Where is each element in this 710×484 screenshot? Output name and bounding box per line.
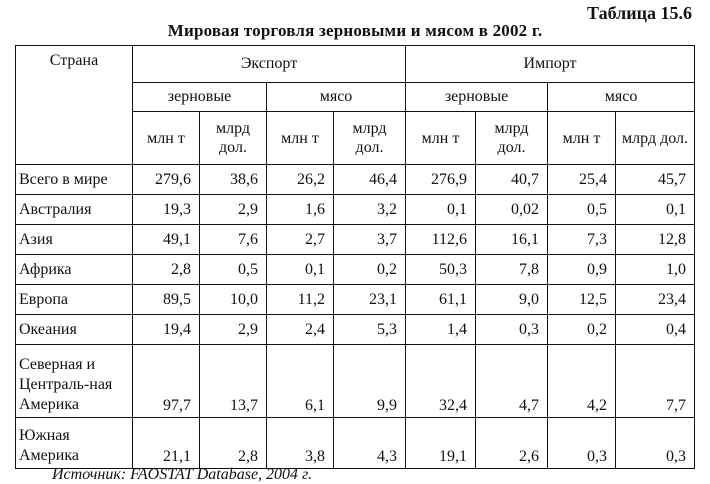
row-label: Южная Америка	[16, 418, 133, 469]
table-cell: 0,4	[616, 315, 695, 345]
header-export-meat: мясо	[267, 83, 406, 112]
table-cell: 0,1	[267, 255, 334, 285]
table-row	[16, 165, 695, 195]
unit-mt: млн т	[406, 112, 476, 165]
unit-bn: млрд дол.	[476, 112, 548, 165]
table-row	[16, 315, 695, 345]
table-cell: 25,4	[548, 165, 616, 195]
row-label: Европа	[16, 285, 133, 315]
unit-bn: млрд дол.	[200, 112, 267, 165]
table-cell: 1,4	[406, 315, 476, 345]
table-cell: 3,7	[334, 225, 406, 255]
table-cell: 5,3	[334, 315, 406, 345]
table-cell: 1,0	[616, 255, 695, 285]
table-cell: 11,2	[267, 285, 334, 315]
table-cell: 7,8	[476, 255, 548, 285]
table-cell: 21,1	[133, 418, 200, 469]
table-cell: 2,4	[267, 315, 334, 345]
header-export-grain: зерновые	[133, 83, 267, 112]
table-cell: 19,3	[133, 195, 200, 225]
row-label: Африка	[16, 255, 133, 285]
table-cell: 6,1	[267, 345, 334, 418]
table-cell: 61,1	[406, 285, 476, 315]
table-title: Мировая торговля зерновыми и мясом в 2002 г.	[167, 21, 543, 40]
table-cell: 89,5	[133, 285, 200, 315]
table-cell: 12,5	[548, 285, 616, 315]
table-cell: 49,1	[133, 225, 200, 255]
table-cell: 19,4	[133, 315, 200, 345]
row-label: Океания	[16, 315, 133, 345]
header-export: Экспорт	[133, 46, 406, 83]
table-cell: 2,9	[200, 195, 267, 225]
source-note: Источник: FAOSTAT Database, 2004 г.	[52, 466, 313, 483]
table-cell: 26,2	[267, 165, 334, 195]
table-cell: 97,7	[133, 345, 200, 418]
header-country: Страна	[16, 46, 133, 165]
table-cell: 0,3	[548, 418, 616, 469]
table-cell: 19,1	[406, 418, 476, 469]
table-cell: 4,2	[548, 345, 616, 418]
table-cell: 4,3	[334, 418, 406, 469]
row-label: Всего в мире	[16, 165, 133, 195]
table-row	[16, 255, 695, 285]
row-label: Азия	[16, 225, 133, 255]
table-cell: 0,2	[548, 315, 616, 345]
unit-mt: млн т	[133, 112, 200, 165]
table-cell: 13,7	[200, 345, 267, 418]
table-cell: 1,6	[267, 195, 334, 225]
table-body	[16, 165, 695, 469]
table-cell: 0,02	[476, 195, 548, 225]
table-cell: 0,1	[616, 195, 695, 225]
table-cell: 2,8	[133, 255, 200, 285]
header-import: Импорт	[406, 46, 695, 83]
table-cell: 0,9	[548, 255, 616, 285]
table-cell: 23,4	[616, 285, 695, 315]
row-label: Австралия	[16, 195, 133, 225]
table-cell: 46,4	[334, 165, 406, 195]
table-cell: 50,3	[406, 255, 476, 285]
table-cell: 276,9	[406, 165, 476, 195]
table-cell: 3,2	[334, 195, 406, 225]
table-number: Таблица 15.6	[587, 3, 692, 23]
table-cell: 0,3	[616, 418, 695, 469]
table-cell: 2,6	[476, 418, 548, 469]
unit-mt: млн т	[267, 112, 334, 165]
unit-bn: млрд дол.	[334, 112, 406, 165]
table-cell: 2,8	[200, 418, 267, 469]
table-row	[16, 225, 695, 255]
table-cell: 7,6	[200, 225, 267, 255]
table-cell: 32,4	[406, 345, 476, 418]
unit-bn: млрд дол.	[616, 112, 695, 165]
table-cell: 38,6	[200, 165, 267, 195]
table-cell: 0,5	[548, 195, 616, 225]
table-cell: 0,1	[406, 195, 476, 225]
table-cell: 23,1	[334, 285, 406, 315]
table-cell: 3,8	[267, 418, 334, 469]
header-import-meat: мясо	[548, 83, 695, 112]
trade-table	[15, 45, 695, 469]
table-cell: 9,0	[476, 285, 548, 315]
table-row	[16, 285, 695, 315]
header-import-grain: зерновые	[406, 83, 548, 112]
table-cell: 2,9	[200, 315, 267, 345]
table-cell: 40,7	[476, 165, 548, 195]
unit-mt: млн т	[548, 112, 616, 165]
table-row	[16, 195, 695, 225]
table-cell: 10,0	[200, 285, 267, 315]
table-row	[16, 345, 695, 418]
table-cell: 7,3	[548, 225, 616, 255]
table-cell: 9,9	[334, 345, 406, 418]
table-cell: 4,7	[476, 345, 548, 418]
table-cell: 7,7	[616, 345, 695, 418]
table-cell: 0,3	[476, 315, 548, 345]
table-row	[16, 418, 695, 469]
table-cell: 12,8	[616, 225, 695, 255]
table-cell: 279,6	[133, 165, 200, 195]
table-cell: 2,7	[267, 225, 334, 255]
table-cell: 45,7	[616, 165, 695, 195]
table-cell: 112,6	[406, 225, 476, 255]
table-cell: 0,2	[334, 255, 406, 285]
table-cell: 0,5	[200, 255, 267, 285]
table-cell: 16,1	[476, 225, 548, 255]
row-label: Северная и Централь-ная Америка	[16, 345, 133, 418]
